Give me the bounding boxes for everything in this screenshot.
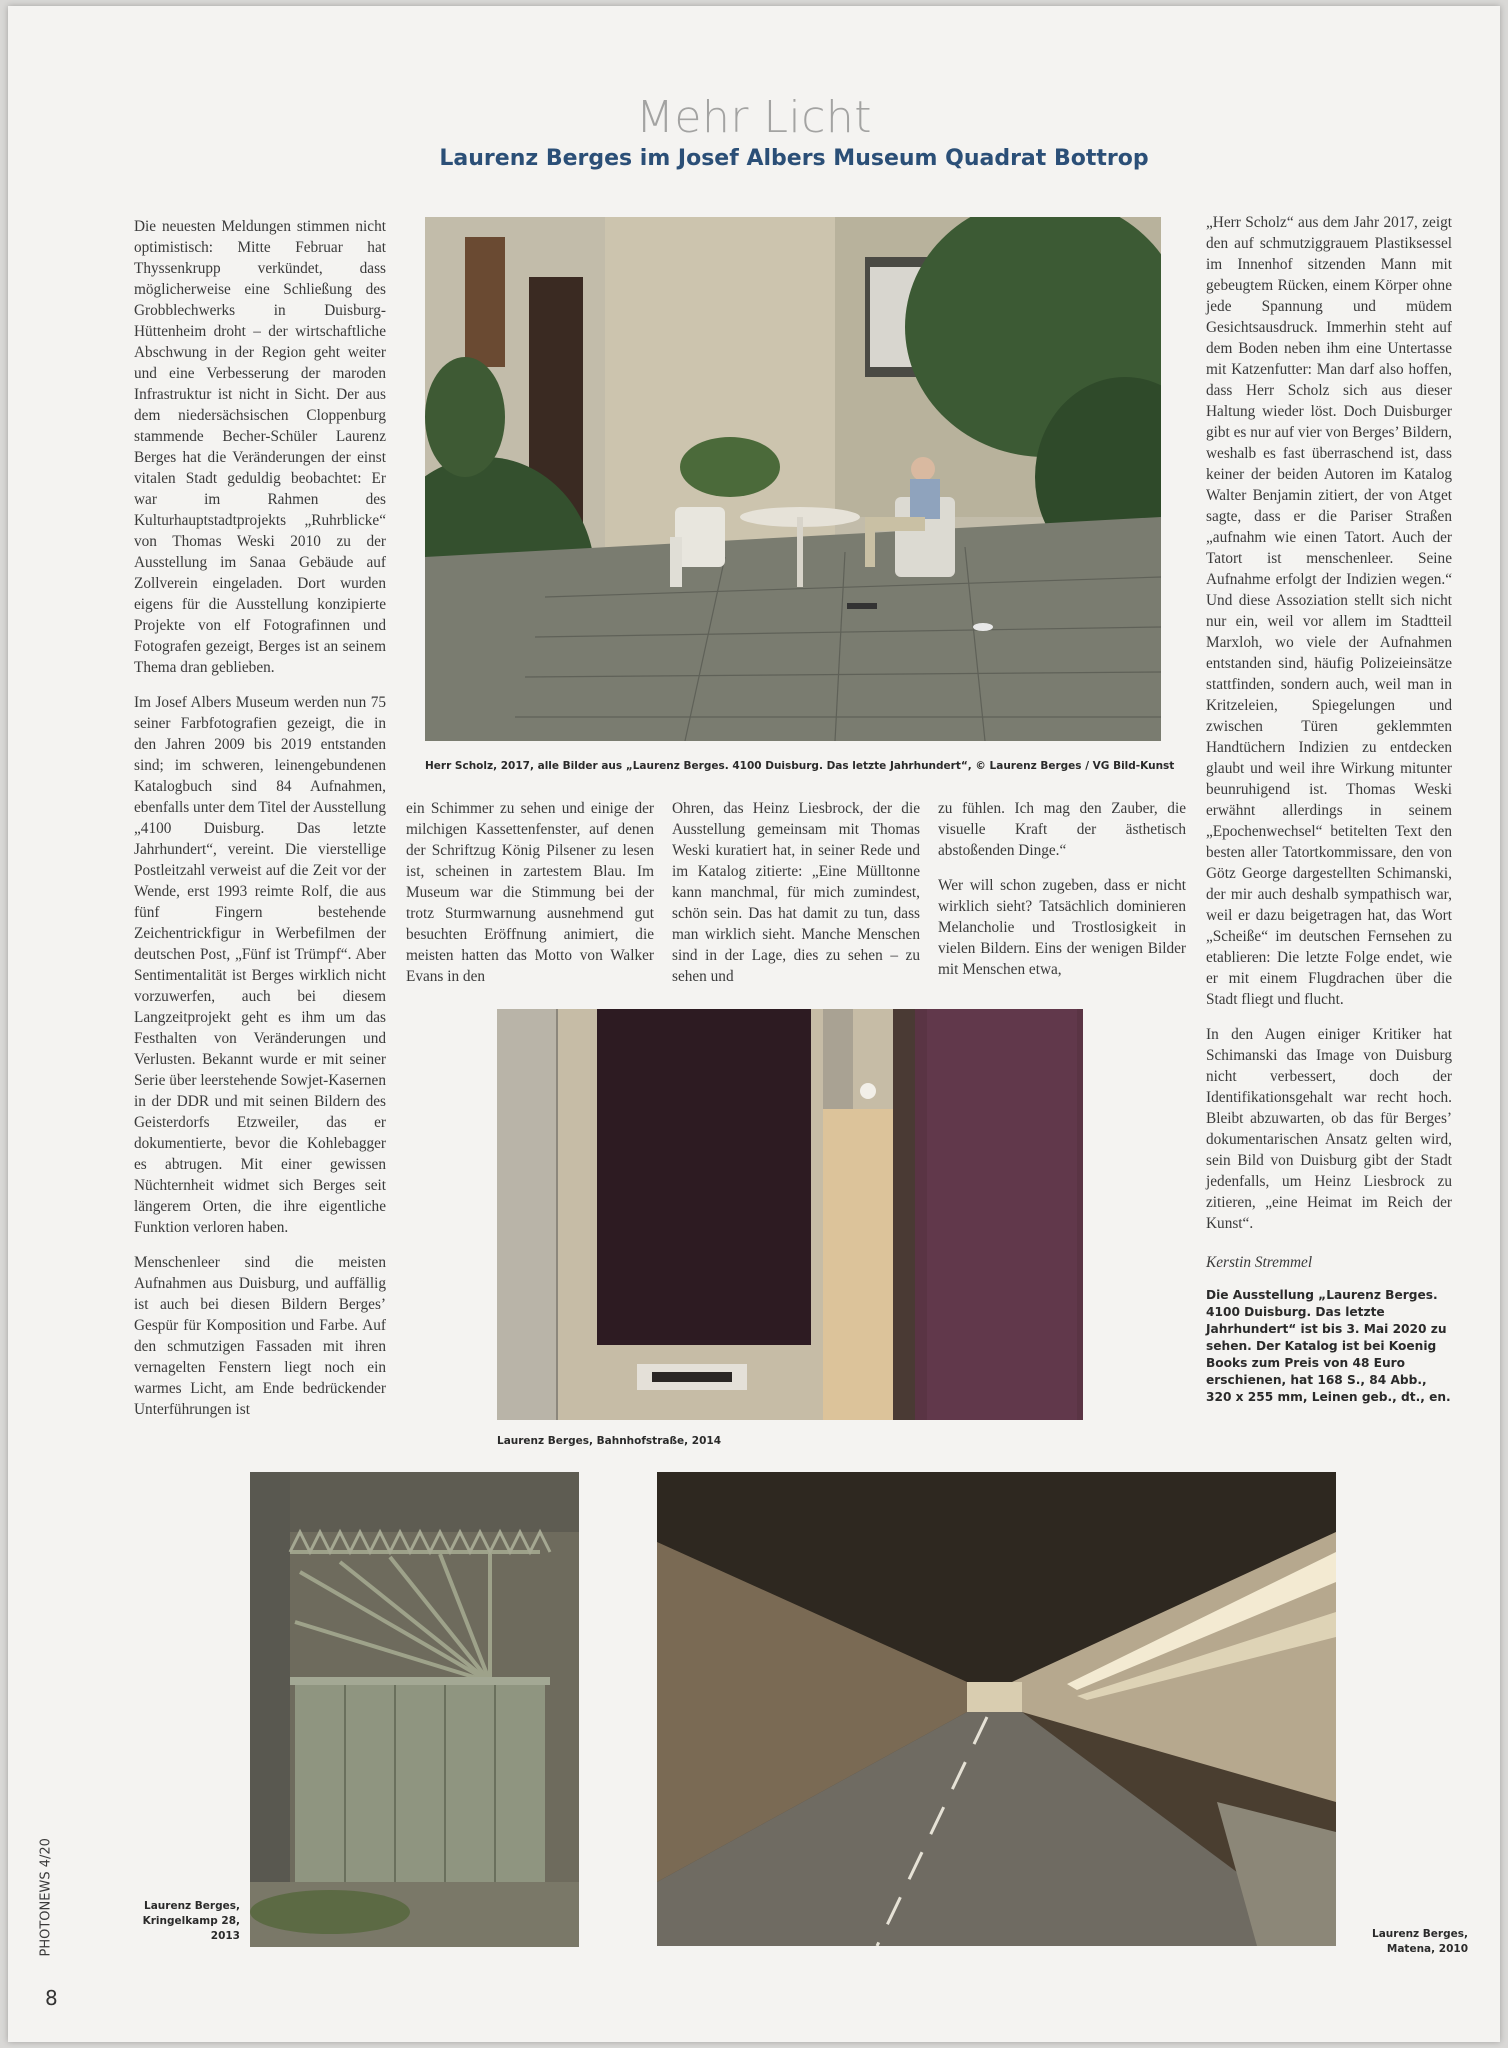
photo-herr-scholz <box>425 217 1161 741</box>
caption-bahnhofstrasse: Laurenz Berges, Bahnhofstraße, 2014 <box>497 1435 721 1447</box>
author-name: Kerstin Stremmel <box>1206 1254 1313 1271</box>
paragraph: Im Josef Albers Museum werden nun 75 seiner Farbfotografien gezeigt, die in den Jahren 2009 bis 2019 entstanden sind; im schweren, leinengebundenen Katalogbuch sind 84 Aufnahmen, ebenfalls unter dem Titel der Ausstellung „4100 Duisburg. Das letzte Jahrhundert“, vereint. Die vierstellige Postleitzahl verweist auf die Zeit vor der Wende, erst 1993 reimte Rolf, die aus fünf Fingern bestehende Zeichentrickfigur in Werbefilmen der deutschen Post, „Fünf ist Trümpf“. Aber Sentimentalität ist Berges wirklich nicht vorzuwerfen, auch bei diesem Langzeitprojekt geht es ihm um das Festhalten von Veränderungen und Verlusten. Bekannt wurde er mit seiner Serie über leerstehende Sowjet-Kasernen in der DDR und mit seinen Bildern des Geisterdorfs Etzweiler, das er dokumentierte, bevor die Kohlebagger es abtrugen. Mit einer gewissen Nüchternheit widmet sich Berges seit längerem Orten, die ihre eigentliche Funktion verloren haben. <box>134 694 386 1236</box>
article-subtitle: Laurenz Berges im Josef Albers Museum Quadrat Bottrop <box>439 146 1149 171</box>
caption-matena: Laurenz Berges, Matena, 2010 <box>1372 1928 1468 1955</box>
page-number: 8 <box>45 1986 58 2010</box>
article-title: Mehr Licht <box>635 92 873 143</box>
paragraph: Ohren, das Heinz Liesbrock, der die Ausstellung gemeinsam mit Thomas Weski kuratiert hat, in seiner Rede und im Katalog zitierte: „Eine Mülltonne kann manchmal, für mich zumindest, schön sein. Das hat damit zu tun, dass man wirklich sieht. Manche Menschen sind in der Lage, dies zu sehen – zu sehen und <box>672 800 920 985</box>
text-column-2 <box>406 798 654 987</box>
text-column-1 <box>134 216 386 1434</box>
photo-matena <box>657 1472 1336 1946</box>
text-column-5 <box>1206 212 1452 1406</box>
exhibition-info: Die Ausstellung „Laurenz Berges. 4100 Duisburg. Das letzte Jahrhundert“ ist bis 3. Mai 2020 zu sehen. Der Katalog ist bei Koenig Books zum Preis von 48 Euro erschienen, hat 168 S., 84 Abb., 320 x 255 mm, Leinen geb., dt., en. <box>1206 1288 1451 1404</box>
magazine-page <box>8 6 1500 2042</box>
photo-bahnhofstrasse <box>497 1009 1083 1420</box>
paragraph: In den Augen einiger Kritiker hat Schimanski das Image von Duisburg nicht verbessert, doch der Identifikationsgehalt war recht hoch. Bleibt abzuwarten, ob das für Berges’ dokumentarischen Ansatz gelten wird, sein Bild von Duisburg gibt der Stadt jedenfalls, um Heinz Liesbrock zu zitieren, „eine Heimat im Reich der Kunst“. <box>1206 1026 1452 1232</box>
caption-herr-scholz: Herr Scholz, 2017, alle Bilder aus „Laurenz Berges. 4100 Duisburg. Das letzte Jahrhundert“, © Laurenz Berges / VG Bild-Kunst <box>425 760 1175 772</box>
paragraph: „Herr Scholz“ aus dem Jahr 2017, zeigt den auf schmutziggrauem Plastiksessel im Innenhof sitzenden Mann mit gebeugtem Rücken, einem Körper ohne jede Spannung und müdem Gesichtsausdruck. Immerhin steht auf dem Boden neben ihm eine Untertasse mit Katzenfutter: Man darf also hoffen, dass Herr Scholz sich aus dieser Haltung wieder löst. Doch Duisburger gibt es nur auf vier von Berges’ Bildern, weshalb es fast überraschend ist, dass keiner der beiden Autoren im Katalog Walter Benjamin zitiert, der von Atget sagte, dass er die Pariser Straßen „aufnahm wie einen Tatort. Auch der Tatort ist menschenleer. Seine Aufnahme erfolgt der Indizien wegen.“ Und diese Assoziation stellt sich nicht nur ein, weil vor allem im Stadtteil Marxloh, wo viele der Aufnahmen entstanden sind, häufig Polizeieinsätze stattfinden, sondern auch, weil man in Kritzeleien, Spiegelungen und zwischen Türen geklemmten Handtüchern Indizien zu entdecken glaubt und weil ihre Wirkung mitunter beunruhigend ist. Thomas Weski erwähnt allerdings in seinem „Epochenwechsel“ betitelten Text den besten aller Tatortkommissare, den von Götz George dargestellten Schimanski, der mir auch deshalb sympathisch war, weil er dazu beigetragen hat, das Wort „Scheiße“ im deutschen Fernsehen zu etablieren: Die letzte Folge endet, wie er mit einem Flugdrachen über die Stadt fliegt und flucht. <box>1206 214 1452 1008</box>
photo-kringelkamp <box>250 1472 579 1947</box>
magazine-folio: PHOTONEWS 4/20 <box>38 1838 54 1957</box>
paragraph: Menschenleer sind die meisten Aufnahmen aus Duisburg, und auffällig ist auch bei diesen Bildern Berges’ Gespür für Komposition und Farbe. Auf den schmutzigen Fassaden mit ihren vernagelten Fenstern liegt noch ein warmes Licht, am Ende bedrückender Unterführungen ist <box>134 1254 386 1418</box>
paragraph: Die neuesten Meldungen stimmen nicht optimistisch: Mitte Februar hat Thyssenkrupp verkündet, dass möglicherweise eine Schließung des Grobblechwerks in Duisburg-Hüttenheim droht – der wirtschaftliche Abschwung in der Region geht weiter und eine Verbesserung der maroden Infrastruktur ist nicht in Sicht. Der aus dem niedersächsischen Cloppenburg stammende Becher-Schüler Laurenz Berges hat die Veränderungen der einst vitalen Stadt geduldig beobachtet: Er war im Rahmen des Kulturhauptstadtprojekts „Ruhrblicke“ von Thomas Weski 2010 zu der Ausstellung im Sanaa Gebäude auf Zollverein eingeladen. Dort wurden eigens für die Ausstellung konzipierte Projekte von elf Fotografinnen und Fotografen gezeigt, Berges ist an seinem Thema dran geblieben. <box>134 218 386 676</box>
text-column-3 <box>672 798 920 987</box>
caption-kringelkamp: Laurenz Berges, Kringelkamp 28, 2013 <box>142 1900 240 1942</box>
text-column-4 <box>938 798 1186 980</box>
paragraph: zu fühlen. Ich mag den Zauber, die visuelle Kraft der ästhetisch abstoßenden Dinge.“ <box>938 800 1186 859</box>
paragraph: ein Schimmer zu sehen und einige der milchigen Kassettenfenster, auf denen der Schriftzug König Pilsener zu lesen ist, scheinen in zartestem Blau. Im Museum war die Stimmung bei der trotz Sturmwarnung ausnehmend gut besuchten Eröffnung animiert, die meisten hatten das Motto von Walker Evans in den <box>406 800 654 985</box>
paragraph: Wer will schon zugeben, dass er nicht wirklich sieht? Tatsächlich dominieren Melancholie und Trostlosigkeit in vielen Bildern. Eins der wenigen Bilder mit Menschen etwa, <box>938 877 1186 978</box>
